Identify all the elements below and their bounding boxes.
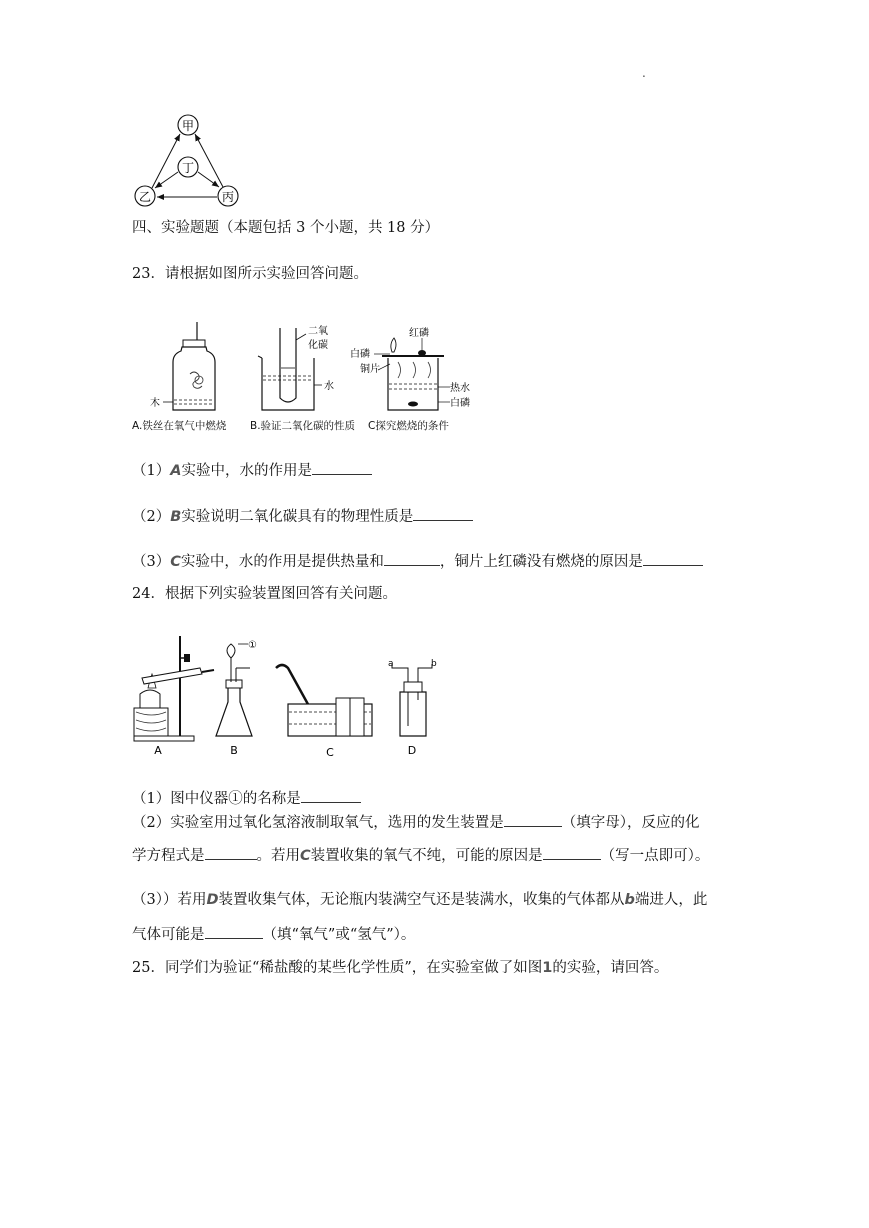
caption-a: A.铁丝在氧气中燃烧 [132,420,227,432]
circle-1-label: ① [248,640,257,651]
label-yi: 乙 [138,190,152,204]
q24-p3-c: 端进人，此 [634,892,708,908]
q23-p3-text-a: 实验中，水的作用是提供热量和 [180,554,384,570]
caption-b: B.验证二氧化碳的性质 [250,420,356,432]
q24-part3-line2 [132,924,415,945]
q23-p3-text-b: ，铜片上红磷没有燃烧的原因是 [439,554,643,570]
answer-blank[interactable] [205,845,257,860]
cycle-diagram [128,112,248,210]
c-hot-water-label: 热水 [450,383,470,394]
q25-stem-b: 的实验，请回答。 [552,960,669,976]
port-b-label: b [431,659,437,669]
answer-blank[interactable] [543,845,601,860]
q24-p2-b: （填字母），反应的化 [561,815,700,831]
q24-part3-line1 [132,890,707,910]
q25-stem [132,958,668,978]
q24-p2-a: （2）实验室用过氧化氢溶液制取氧气，选用的发生装置是 [132,815,504,831]
answer-blank[interactable] [643,551,703,566]
q24-p2-c: 学方程式是 [132,848,205,864]
q24-p2-d: 。若用 [256,848,300,864]
q24-p3-e: （填“氧气”或“氢气”）。 [262,927,416,943]
q23-p1-letter: A [170,463,182,479]
b-gas-label-1: 二氧 [308,326,328,337]
label-bing: 丙 [221,190,235,204]
q23-p1-prefix: （1） [132,463,171,479]
q24-p2-letter: C [300,848,311,864]
answer-blank[interactable] [384,551,440,566]
a-water-label: 木 [150,398,160,409]
q23-p2-text: 实验说明二氧化碳具有的物理性质是 [181,509,414,525]
apparatus-a-heating [134,636,214,757]
c-white-phosphorus-top-label: 白磷 [350,349,370,360]
label-a: A [154,744,162,757]
q23-part1 [132,460,372,481]
apparatus-d-bottle [388,659,437,757]
q23-p2-prefix: （2） [132,509,171,525]
q24-p3-letter-d: D [206,892,219,908]
label-jia: 甲 [181,119,195,133]
q24-stem: 24．根据下列实验装置图回答有关问题。 [132,586,397,602]
q24-p2-e: 装置收集的氧气不纯，可能的原因是 [310,848,543,864]
answer-blank[interactable] [413,506,473,521]
apparatus-c-trough [276,665,372,759]
q24-part2-line1 [132,812,699,833]
q24-p3-a: （3））若用 [132,892,207,908]
q23-p1-text: 实验中，水的作用是 [181,463,312,479]
q24-p2-f: （写一点即可）。 [600,848,710,864]
label-ding: 丁 [181,161,195,175]
q23-part2 [132,506,473,527]
q24-part1 [132,788,361,809]
section-heading: 四、实验题题（本题包括 3 个小题，共 18 分） [132,220,440,236]
apparatus-a-gas-jar [150,322,215,410]
q23-part3 [132,551,703,572]
q24-p1-text: （1）图中仪器①的名称是 [132,791,301,807]
b-water-label: 水 [324,381,334,392]
q24-p3-letter-b: b [624,892,635,908]
b-gas-label-2: 化碳 [308,340,328,351]
q23-p3-prefix: （3） [132,554,171,570]
c-copper-label: 铜片 [360,364,380,375]
label-b: B [230,744,238,757]
answer-blank[interactable] [504,812,562,827]
port-a-label: a [388,659,394,669]
answer-blank[interactable] [312,460,372,475]
q24-part2-line2 [132,845,709,866]
apparatus-b-flask [216,640,257,757]
c-red-phosphorus-label: 红磷 [409,328,429,339]
label-d: D [407,744,417,757]
arrow-ding-yi [155,172,178,188]
q25-stem-a: 25．同学们为验证“稀盐酸的某些化学性质”，在实验室做了如图 [132,960,543,976]
caption-c: C探究燃烧的条件 [368,420,449,432]
q25-figure-number: 1 [542,960,553,976]
answer-blank[interactable] [205,924,263,939]
q23-p2-letter: B [170,509,182,525]
answer-blank[interactable] [301,788,361,803]
q24-p3-b: 装置收集气体，无论瓶内装满空气还是装满水，收集的气体都从 [218,892,625,908]
apparatus-c-beaker [350,326,470,410]
q24-p3-d: 气体可能是 [132,927,205,943]
q23-p3-letter: C [170,554,181,570]
arrow-bing-jia [195,134,223,187]
label-c: C [326,746,334,759]
q24-figure [128,628,448,764]
q23-stem: 23．请根据如图所示实验回答问题。 [132,266,368,282]
c-white-phosphorus-bottom-label: 白磷 [450,398,470,409]
page-mark: . [642,66,646,80]
apparatus-b-beaker [258,324,334,410]
